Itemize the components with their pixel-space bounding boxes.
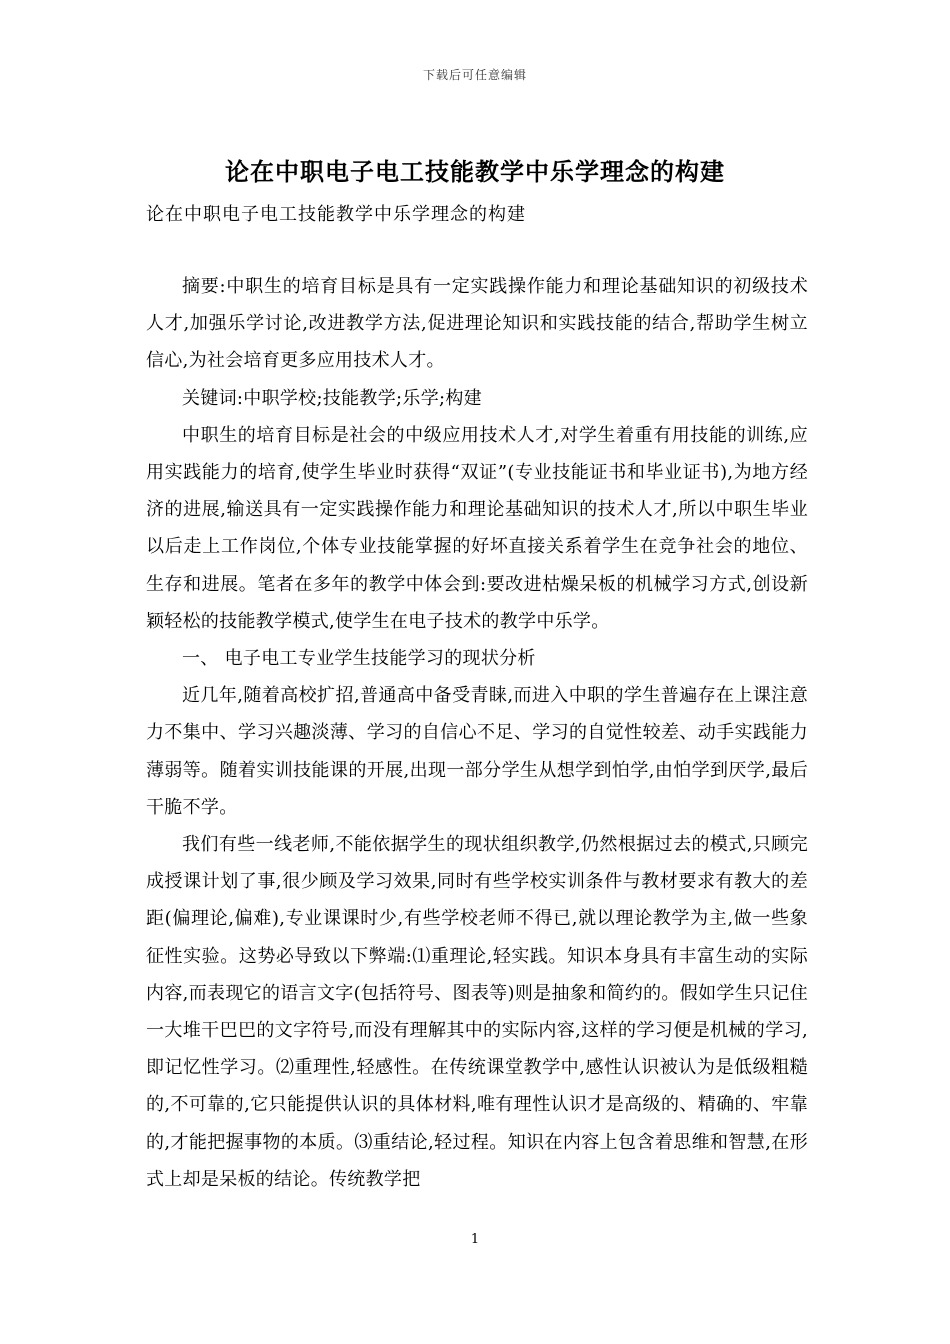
keywords-paragraph: 关键词:中职学校;技能教学;乐学;构建 [182, 387, 482, 409]
document-title: 论在中职电子电工技能教学中乐学理念的构建 [225, 157, 725, 186]
body-paragraph: 我们有些一线老师,不能依据学生的现状组织教学,仍然根据过去的模式,只顾完成授课计划了事,很少顾及学习效果,同时有些学校实训条件与教材要求有教大的差距(偏理论,偏难),专业课课时少,有些学校老师不得已,就以理论教学为主,做一些象征性实验。这势必导致以下弊端:⑴重理论,轻实践。知识本身具有丰富生动的实际内容,而表现它的语言文字(包括符号、图表等)则是抽象和简约的。假如学生只记住一大堆干巴巴的文字符号,而没有理解其中的实际内容,这样的学习便是机械的学习,即记忆性学习。⑵重理性,轻感性。在传统课堂教学中,感性认识被认为是低级粗糙的,不可靠的,它只能提供认识的具体材料,唯有理性认识才是高级的、精确的、牢靠的,才能把握事物的本质。⑶重结论,轻过程。知识在内容上包含着思维和智慧,在形式上却是呆板的结论。传统教学把 [146, 834, 808, 1190]
header-note: 下载后可任意编辑 [422, 68, 527, 82]
abstract-paragraph: 摘要:中职生的培育目标是具有一定实践操作能力和理论基础知识的初级技术人才,加强乐学讨论,改进教学方法,促进理论知识和实践技能的结合,帮助学生树立信心,为社会培育更多应用技术人才。 [146, 276, 808, 372]
body-text [146, 268, 808, 1198]
page-number: 1 [470, 1232, 480, 1247]
section-heading: 一、 电子电工专业学生技能学习的现状分析 [182, 648, 536, 670]
body-paragraph: 近几年,随着高校扩招,普通高中备受青睐,而进入中职的学生普遍存在上课注意力不集中、学习兴趣淡薄、学习的自信心不足、学习的自觉性较差、动手实践能力薄弱等。随着实训技能课的开展,出现一部分学生从想学到怕学,由怕学到厌学,最后干脆不学。 [146, 685, 808, 818]
document-subtitle: 论在中职电子电工技能教学中乐学理念的构建 [146, 204, 526, 225]
intro-paragraph: 中职生的培育目标是社会的中级应用技术人才,对学生着重有用技能的训练,应用实践能力的培育,使学生毕业时获得“双证”(专业技能证书和毕业证书),为地方经济的进展,输送具有一定实践操作能力和理论基础知识的技术人才,所以中职生毕业以后走上工作岗位,个体专业技能掌握的好坏直接关系着学生在竞争社会的地位、生存和进展。笔者在多年的教学中体会到:要改进枯燥呆板的机械学习方式,创设新颖轻松的技能教学模式,使学生在电子技术的教学中乐学。 [146, 424, 808, 632]
